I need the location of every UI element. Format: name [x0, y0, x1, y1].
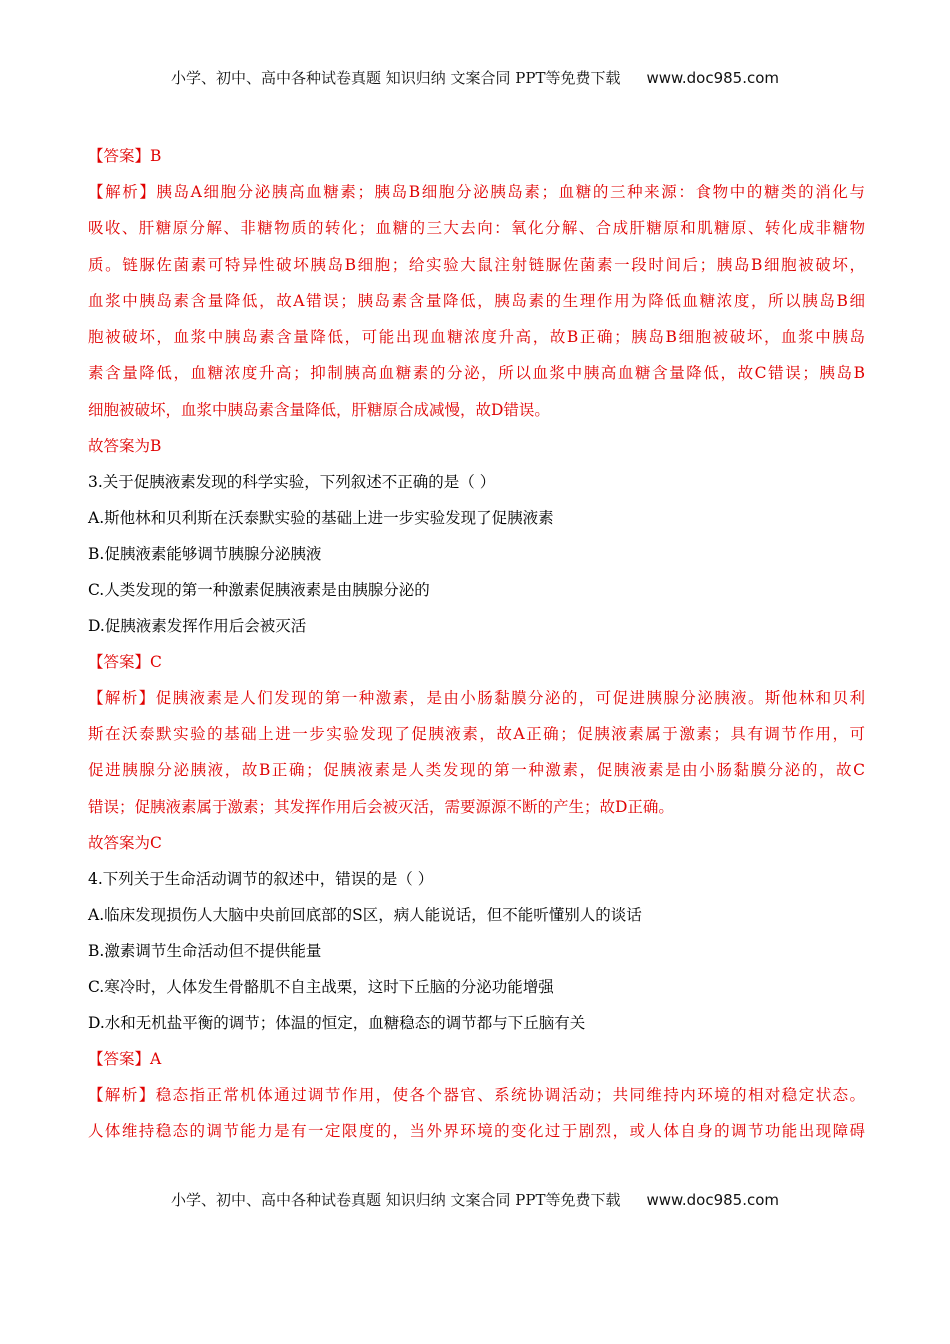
q4-option-c: C.寒冷时，人体发生骨骼肌不自主战栗，这时下丘脑的分泌功能增强 — [88, 977, 554, 996]
q2-answer: 【答案】B — [88, 147, 162, 165]
q2-analysis-line: 胞被破坏，血浆中胰岛素含量降低，可能出现血糖浓度升高，故B正确；胰岛B细胞被破坏，血浆中胰岛 — [88, 328, 865, 347]
q4-analysis-line: 【解析】稳态指正常机体通过调节作用，使各个器官、系统协调活动；共同维持内环境的相对稳定状态。 — [88, 1085, 865, 1104]
document-body — [88, 144, 865, 1155]
q4-option-a: A.临床发现损伤人大脑中央前回底部的S区，病人能说话，但不能听懂别人的谈话 — [88, 905, 642, 924]
q3-question: 3.关于促胰液素发现的科学实验，下列叙述不正确的是（ ） — [88, 472, 496, 491]
q4-option-d: D.水和无机盐平衡的调节；体温的恒定，血糖稳态的调节都与下丘脑有关 — [88, 1013, 586, 1032]
q2-conclusion: 故答案为B — [88, 436, 162, 455]
q2-analysis-line: 质。链脲佐菌素可特异性破坏胰岛B细胞；给实验大鼠注射链脲佐菌素一段时间后；胰岛B细胞被破坏， — [88, 255, 865, 274]
q4-analysis — [88, 1083, 865, 1143]
q3-analysis — [88, 686, 865, 819]
q3-analysis-line: 促进胰腺分泌胰液，故B正确；促胰液素是人类发现的第一种激素，促胰液素是由小肠黏膜分泌的，故C — [88, 761, 865, 780]
q3-option-d: D.促胰液素发挥作用后会被灭活 — [88, 616, 307, 635]
q3-analysis-line: 错误；促胰液素属于激素；其发挥作用后会被灭活，需要源源不断的产生；故D正确。 — [88, 797, 674, 816]
q3-conclusion: 故答案为C — [88, 833, 162, 852]
q2-analysis-line: 血浆中胰岛素含量降低，故A错误；胰岛素含量降低，胰岛素的生理作用为降低血糖浓度，所以胰岛B细 — [88, 291, 865, 310]
q3-analysis-line: 【解析】促胰液素是人们发现的第一种激素，是由小肠黏膜分泌的，可促进胰腺分泌胰液。斯他林和贝利 — [88, 688, 865, 707]
q2-analysis — [88, 180, 865, 422]
page-header — [0, 68, 950, 88]
q2-analysis-line: 素含量降低，血糖浓度升高；抑制胰高血糖素的分泌，所以血浆中胰高血糖含量降低，故C错误；胰岛B — [88, 364, 865, 383]
q4-question: 4.下列关于生命活动调节的叙述中，错误的是（ ） — [88, 869, 434, 888]
q2-analysis-line: 吸收、肝糖原分解、非糖物质的转化；血糖的三大去向：氧化分解、合成肝糖原和肌糖原、转化成非糖物 — [88, 219, 865, 238]
footer-text: 小学、初中、高中各种试卷真题 知识归纳 文案合同 PPT等免费下载 — [170, 1191, 621, 1209]
header-text: 小学、初中、高中各种试卷真题 知识归纳 文案合同 PPT等免费下载 — [170, 69, 621, 87]
q2-analysis-line: 【解析】胰岛A细胞分泌胰高血糖素；胰岛B细胞分泌胰岛素；血糖的三种来源：食物中的糖类的消化与 — [88, 183, 865, 201]
q3-option-c: C.人类发现的第一种激素促胰液素是由胰腺分泌的 — [88, 580, 430, 599]
q3-option-b: B.促胰液素能够调节胰腺分泌胰液 — [88, 544, 322, 563]
q4-option-b: B.激素调节生命活动但不提供能量 — [88, 941, 322, 960]
q3-answer: 【答案】C — [88, 652, 162, 671]
q3-analysis-line: 斯在沃泰默实验的基础上进一步实验发现了促胰液素，故A正确；促胰液素属于激素；具有调节作用，可 — [88, 725, 865, 744]
q4-analysis-line: 人体维持稳态的调节能力是有一定限度的，当外界环境的变化过于剧烈，或人体自身的调节功能出现障碍 — [88, 1121, 865, 1140]
q3-option-a: A.斯他林和贝利斯在沃泰默实验的基础上进一步实验发现了促胰液素 — [88, 508, 554, 527]
q4-answer: 【答案】A — [88, 1049, 162, 1068]
page-footer — [0, 1190, 950, 1210]
header-site-link[interactable]: www.doc985.com — [646, 69, 780, 87]
footer-site-link[interactable]: www.doc985.com — [646, 1191, 780, 1209]
q2-analysis-line: 细胞被破坏，血浆中胰岛素含量降低，肝糖原合成减慢，故D错误。 — [88, 400, 550, 419]
